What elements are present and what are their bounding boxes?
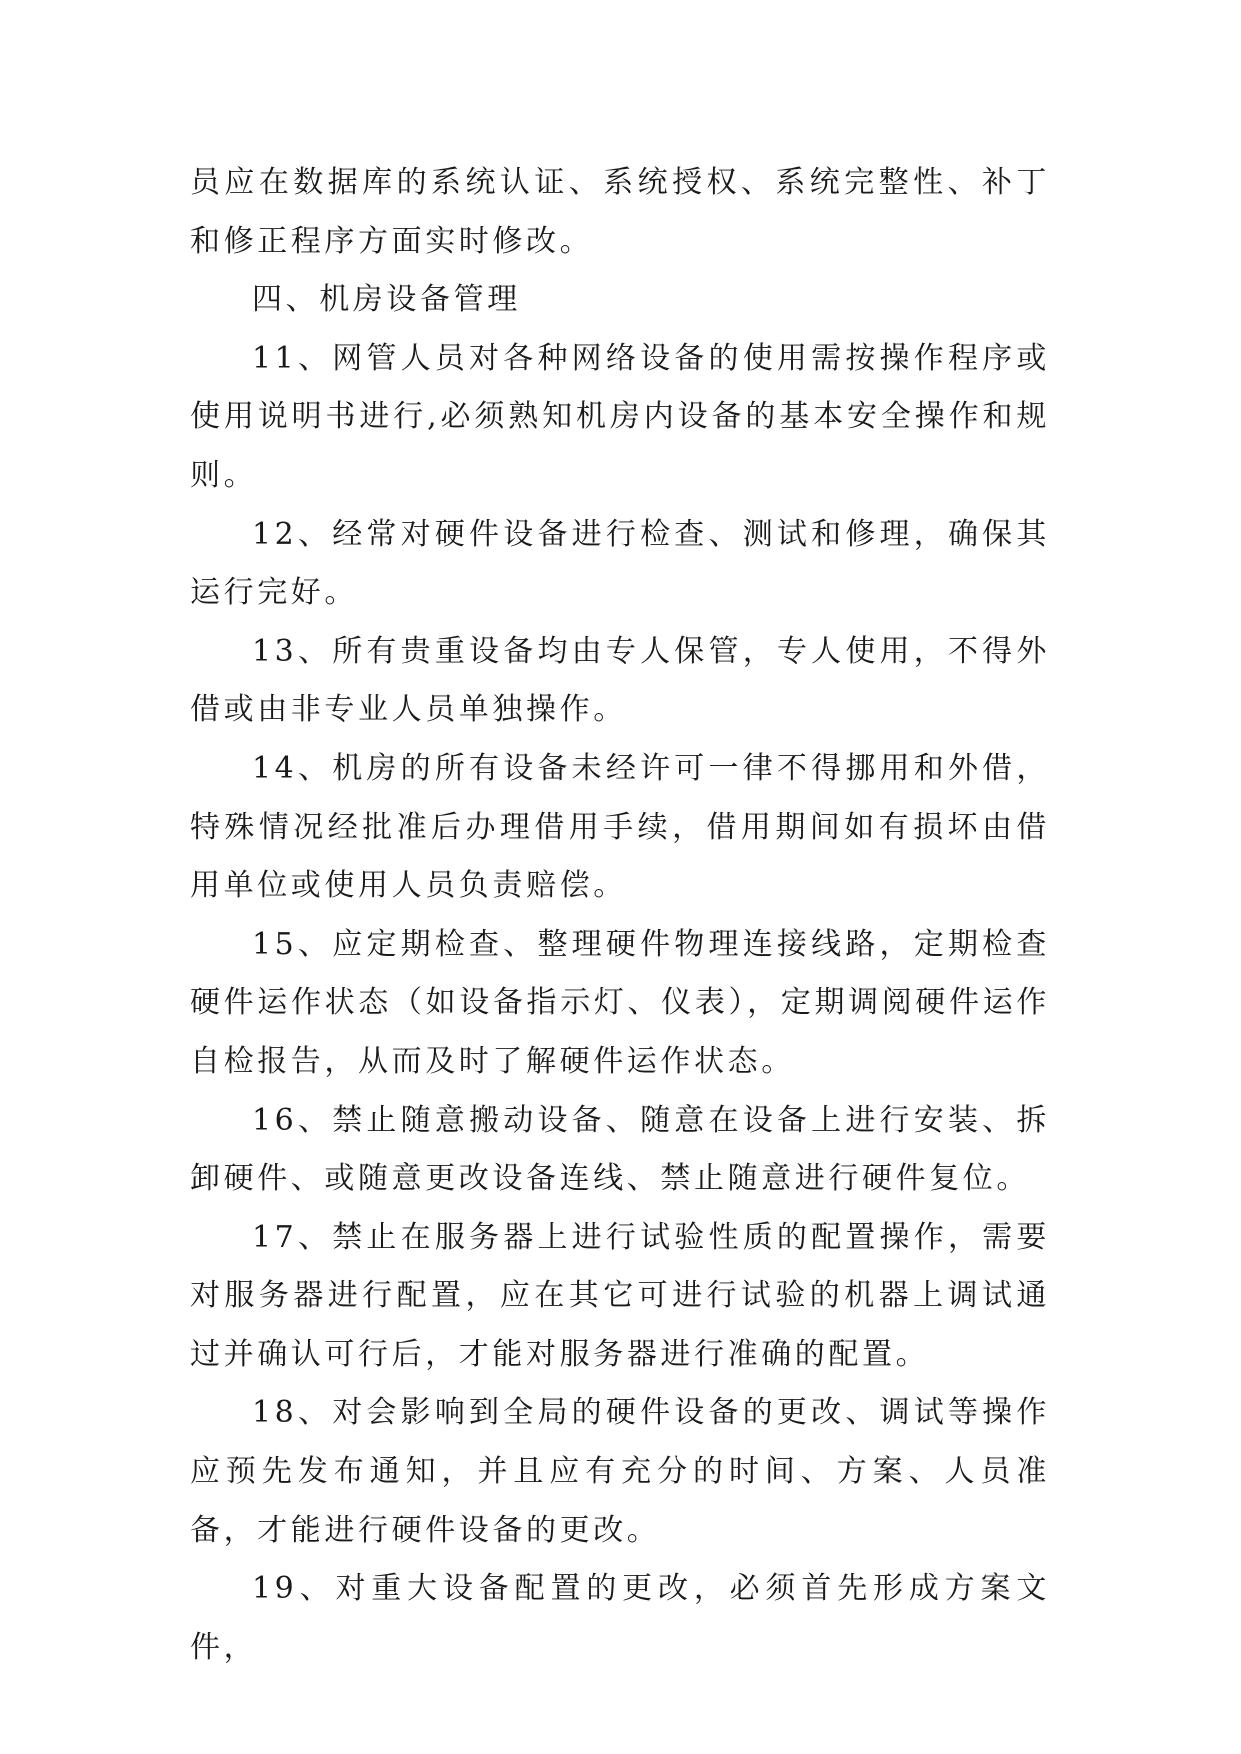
paragraph-item-13: 13、所有贵重设备均由专人保管，专人使用，不得外借或由非专业人员单独操作。 [190, 633, 1050, 728]
paragraph-continuation: 员应在数据库的系统认证、系统授权、系统完整性、补丁和修正程序方面实时修改。 [190, 165, 1050, 259]
paragraph-item-17: 17、禁止在服务器上进行试验性质的配置操作，需要对服务器进行配置，应在其它可进行试验的机器上调试通过并确认可行后，才能对服务器进行准确的配置。 [190, 1219, 1050, 1372]
paragraph-item-19: 19、对重大设备配置的更改，必须首先形成方案文件， [190, 1571, 1050, 1665]
paragraph-item-16: 16、禁止随意搬动设备、随意在设备上进行安装、拆卸硬件、或随意更改设备连线、禁止随意进行硬件复位。 [190, 1102, 1050, 1197]
paragraph-item-12: 12、经常对硬件设备进行检查、测试和修理，确保其运行完好。 [190, 516, 1050, 611]
paragraph-item-14: 14、机房的所有设备未经许可一律不得挪用和外借，特殊情况经批准后办理借用手续，借用期间如有损坏由借用单位或使用人员负责赔偿。 [190, 750, 1050, 904]
paragraph-item-11: 11、网管人员对各种网络设备的使用需按操作程序或使用说明书进行,必须熟知机房内设备的基本安全操作和规则。 [190, 340, 1050, 493]
body-text [190, 154, 1050, 1677]
paragraph-item-18: 18、对会影响到全局的硬件设备的更改、调试等操作应预先发布通知，并且应有充分的时间、方案、人员准备，才能进行硬件设备的更改。 [190, 1395, 1050, 1548]
paragraph-item-15: 15、应定期检查、整理硬件物理连接线路，定期检查硬件运作状态（如设备指示灯、仪表），定期调阅硬件运作自检报告，从而及时了解硬件运作状态。 [190, 926, 1050, 1079]
section-heading: 四、机房设备管理 [252, 282, 521, 318]
